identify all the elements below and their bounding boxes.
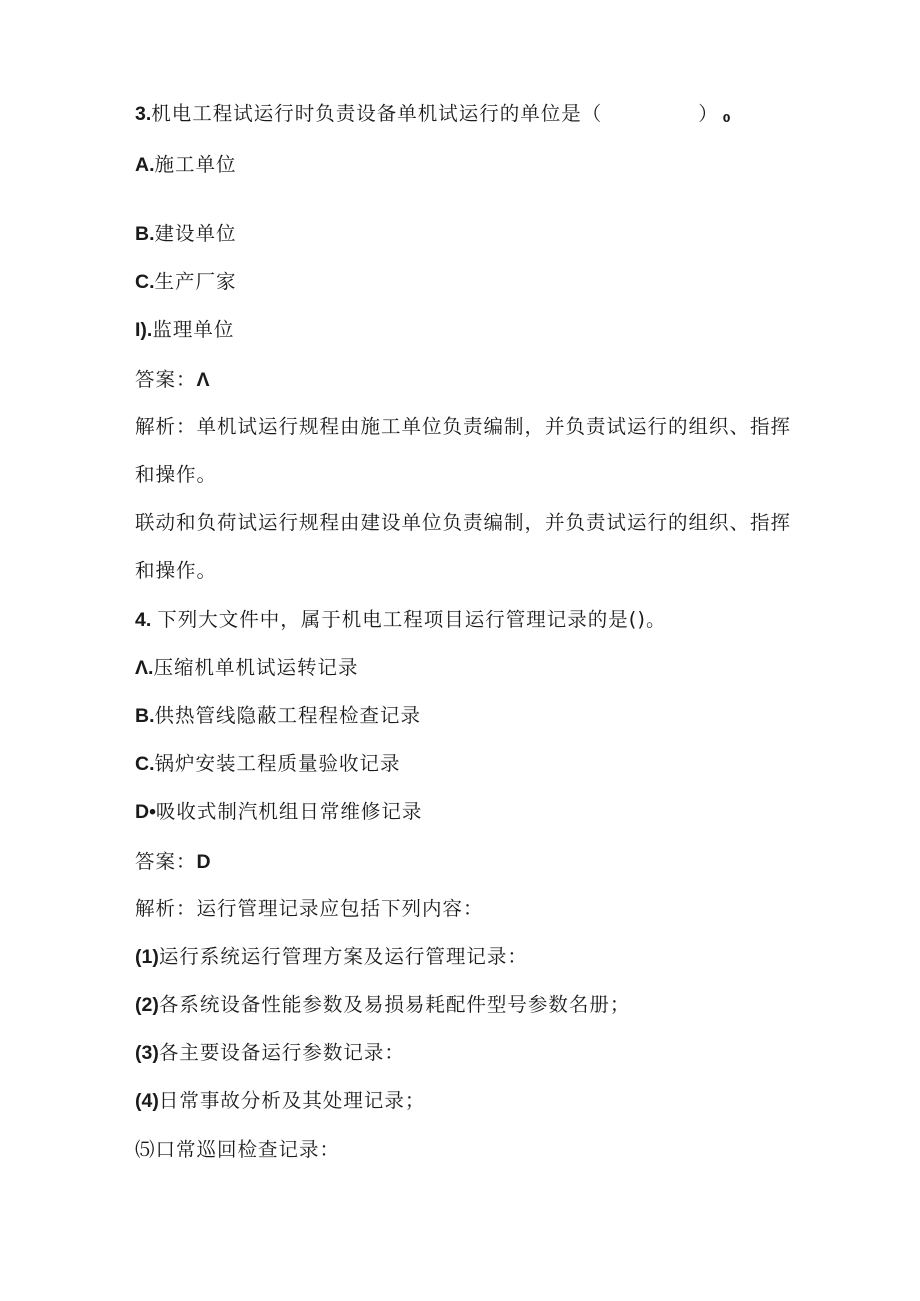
option-text: 生产厂家 <box>154 270 237 293</box>
option-text: 供热管线隐蔽工程程检查记录 <box>154 704 422 727</box>
option-c <box>135 269 237 295</box>
question-text: 下列大文件中，属于机电工程项目运行管理记录的是()。 <box>157 608 667 631</box>
option-letter: B. <box>135 705 155 727</box>
answer-label: 答案： <box>135 368 197 391</box>
option-d <box>135 799 422 825</box>
option-letter: Λ. <box>135 657 154 679</box>
analysis-line: 和操作。 <box>135 559 218 582</box>
list-item <box>135 1088 425 1114</box>
option-letter: A. <box>135 154 155 176</box>
option-text: 建设单位 <box>154 222 237 245</box>
answer-value: Λ <box>196 369 210 391</box>
analysis-line: 和操作。 <box>135 463 218 486</box>
option-c <box>135 751 401 777</box>
option-letter: B. <box>135 223 155 245</box>
answer-label: 答案： <box>135 850 197 873</box>
analysis-line: 解析：单机试运行规程由施工单位负责编制，并负责试运行的组织、指挥 <box>135 415 792 438</box>
option-letter: C. <box>135 753 155 775</box>
question-3-stem <box>135 101 731 132</box>
option-text: 施工单位 <box>154 153 237 176</box>
item-number: (2) <box>135 994 159 1016</box>
list-item <box>135 1137 340 1163</box>
answer-line <box>135 849 211 875</box>
option-b <box>135 703 421 729</box>
option-letter: C. <box>135 271 155 293</box>
question-number: 3. <box>135 103 152 125</box>
question-4-stem <box>135 607 666 633</box>
list-item <box>135 992 630 1018</box>
option-a <box>135 152 237 178</box>
option-b <box>135 221 237 247</box>
list-item <box>135 1040 405 1066</box>
item-text: 各系统设备性能参数及易损易耗配件型号参数名册； <box>158 993 631 1016</box>
question-number: 4. <box>135 609 152 631</box>
analysis-line: 联动和负荷试运行规程由建设单位负责编制，并负责试运行的组织、指挥 <box>135 511 792 534</box>
option-text: 锅炉安装工程质量验收记录 <box>154 752 401 775</box>
item-number: ⑸ <box>135 1138 156 1161</box>
option-a <box>135 655 358 681</box>
answer-value: D <box>196 851 211 873</box>
option-text: 压缩机单机试运转记录 <box>153 656 359 679</box>
item-number: (4) <box>135 1090 159 1112</box>
item-text: 口常巡回检查记录： <box>155 1138 341 1161</box>
question-tail: 0 <box>722 112 732 125</box>
item-number: (1) <box>135 946 159 968</box>
list-item <box>135 944 528 970</box>
item-text: 各主要设备运行参数记录： <box>158 1041 405 1064</box>
question-text: 机电工程试运行时负责设备单机试运行的单位是（ <box>151 102 603 125</box>
item-text: 日常事故分析及其处理记录； <box>158 1089 426 1112</box>
option-letter: I). <box>135 319 153 341</box>
option-text: 吸收式制汽机组日常维修记录 <box>155 800 423 823</box>
question-text-close: ） <box>698 102 719 125</box>
analysis-line: 解析：运行管理记录应包括下列内容： <box>135 897 484 920</box>
item-number: (3) <box>135 1042 159 1064</box>
option-text: 监理单位 <box>152 318 235 341</box>
answer-line <box>135 367 210 393</box>
item-text: 运行系统运行管理方案及运行管理记录： <box>158 945 528 968</box>
option-d <box>135 317 234 343</box>
option-letter: D• <box>135 801 156 823</box>
